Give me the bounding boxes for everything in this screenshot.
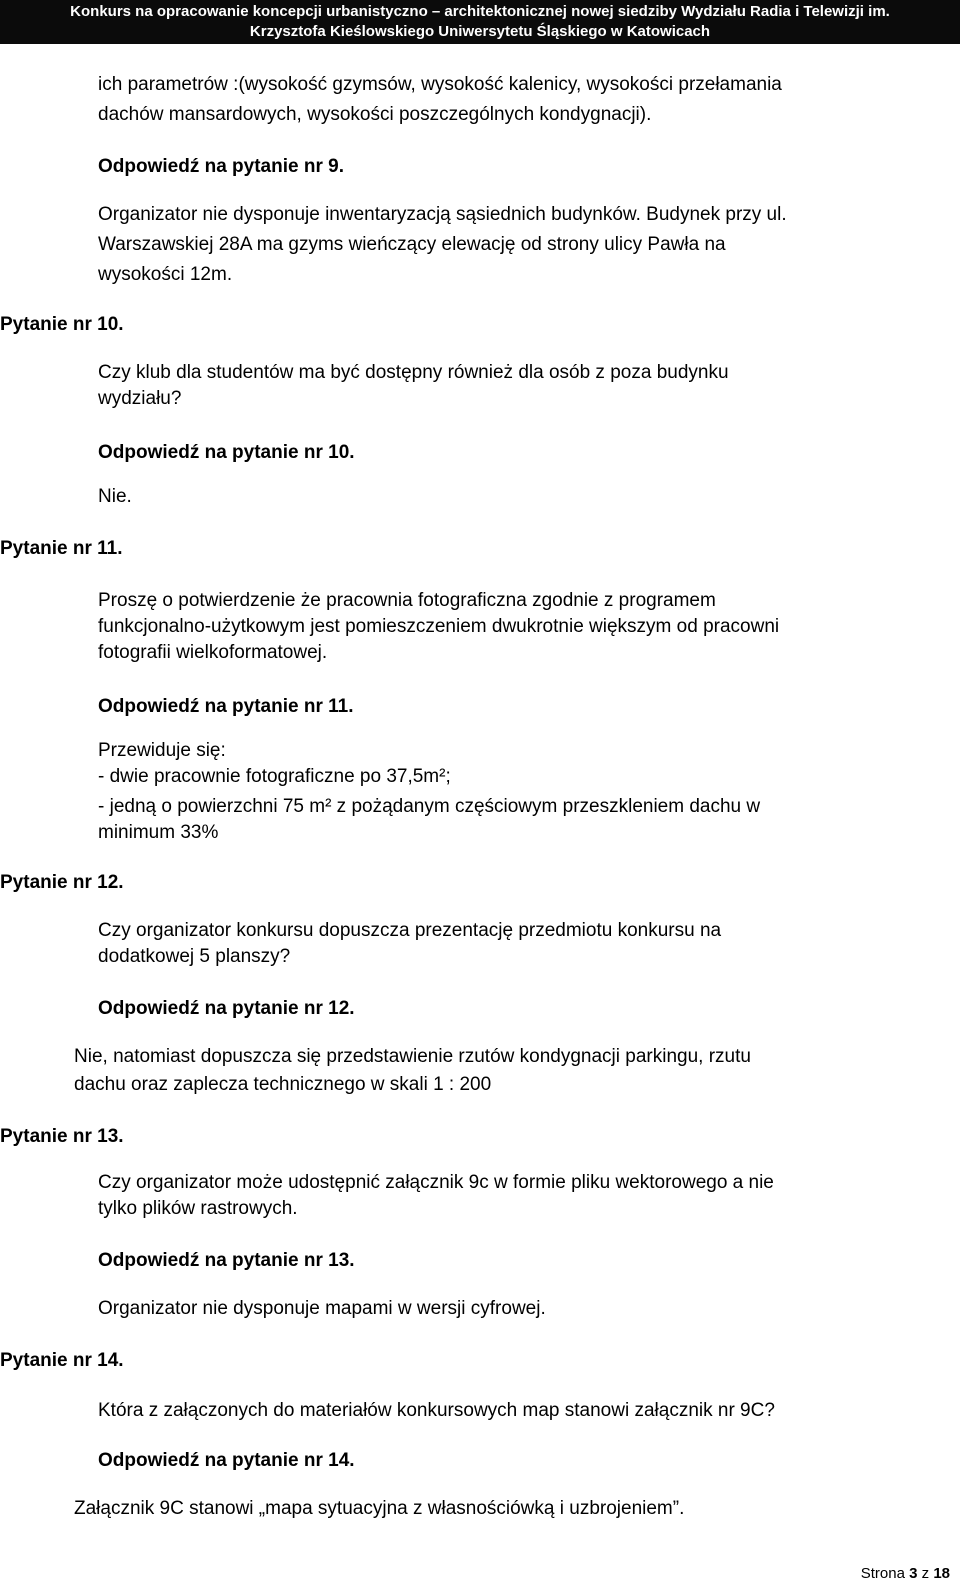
question-11-line-1: Proszę o potwierdzenie że pracownia fotograficzna zgodnie z programem	[98, 590, 716, 611]
question-13-label: Pytanie nr 13.	[0, 1126, 124, 1147]
question-12-label: Pytanie nr 12.	[0, 872, 124, 893]
question-12-line-2: dodatkowej 5 planszy?	[98, 946, 291, 967]
answer-11-heading: Odpowiedź na pytanie nr 11.	[98, 696, 354, 717]
answer-12-line-2: dachu oraz zaplecza technicznego w skali 1 : 200	[74, 1074, 492, 1095]
answer-9-line-3: wysokości 12m.	[98, 264, 233, 285]
answer-12-heading: Odpowiedź na pytanie nr 12.	[98, 998, 355, 1019]
question-10-label: Pytanie nr 10.	[0, 314, 124, 335]
question-14-line-1: Która z załączonych do materiałów konkursowych map stanowi załącznik nr 9C?	[98, 1400, 775, 1421]
answer-13-heading: Odpowiedź na pytanie nr 13.	[98, 1250, 355, 1271]
answer-10-line-1: Nie.	[98, 486, 132, 507]
question-11-line-3: fotografii wielkoformatowej.	[98, 642, 328, 663]
document-header	[0, 0, 960, 44]
answer-14-line-1: Załącznik 9C stanowi „mapa sytuacyjna z własnościówką i uzbrojeniem”.	[74, 1498, 685, 1519]
answer-11-line-1: Przewiduje się:	[98, 740, 226, 761]
question-10-line-1: Czy klub dla studentów ma być dostępny również dla osób z poza budynku	[98, 362, 729, 383]
intro-line-1: ich parametrów :(wysokość gzymsów, wysokość kalenicy, wysokości przełamania	[98, 74, 782, 95]
answer-9-line-2: Warszawskiej 28A ma gzyms wieńczący elewację od strony ulicy Pawła na	[98, 234, 726, 255]
answer-13-line-1: Organizator nie dysponuje mapami w wersji cyfrowej.	[98, 1298, 546, 1319]
answer-11-line-2: - dwie pracownie fotograficzne po 37,5m²;	[98, 766, 451, 787]
header-line-2: Krzysztofa Kieślowskiego Uniwersytetu Śląskiego w Katowicach	[249, 23, 711, 40]
question-10-line-2: wydziału?	[98, 388, 182, 409]
question-13-line-2: tylko plików rastrowych.	[98, 1198, 298, 1219]
page-counter-current: 3	[909, 1565, 918, 1582]
answer-11-line-3: - jedną o powierzchni 75 m² z pożądanym częściowym przeszkleniem dachu w	[98, 796, 761, 817]
intro-line-2: dachów mansardowych, wysokości poszczególnych kondygnacji).	[98, 104, 652, 125]
page-counter	[861, 1564, 950, 1584]
page-counter-total: 18	[933, 1565, 950, 1582]
answer-9-line-1: Organizator nie dysponuje inwentaryzacją sąsiednich budynków. Budynek przy ul.	[98, 204, 787, 225]
page-counter-word: Strona	[860, 1565, 905, 1582]
header-line-1: Konkurs na opracowanie koncepcji urbanistyczno – architektonicznej nowej siedziby Wydziału Radia i Telewizji im.	[70, 3, 890, 20]
answer-11-line-4: minimum 33%	[98, 822, 219, 843]
question-14-label: Pytanie nr 14.	[0, 1350, 124, 1371]
answer-12-line-1: Nie, natomiast dopuszcza się przedstawienie rzutów kondygnacji parkingu, rzutu	[74, 1046, 751, 1067]
answer-9-heading: Odpowiedź na pytanie nr 9.	[98, 156, 344, 177]
answer-14-heading: Odpowiedź na pytanie nr 14.	[98, 1450, 355, 1471]
page-counter-of: z	[921, 1565, 930, 1582]
question-13-line-1: Czy organizator może udostępnić załącznik 9c w formie pliku wektorowego a nie	[98, 1172, 774, 1193]
question-11-label: Pytanie nr 11.	[0, 538, 123, 559]
answer-10-heading: Odpowiedź na pytanie nr 10.	[98, 442, 355, 463]
question-12-line-1: Czy organizator konkursu dopuszcza prezentację przedmiotu konkursu na	[98, 920, 722, 941]
question-11-line-2: funkcjonalno-użytkowym jest pomieszczeniem dwukrotnie większym od pracowni	[98, 616, 780, 637]
